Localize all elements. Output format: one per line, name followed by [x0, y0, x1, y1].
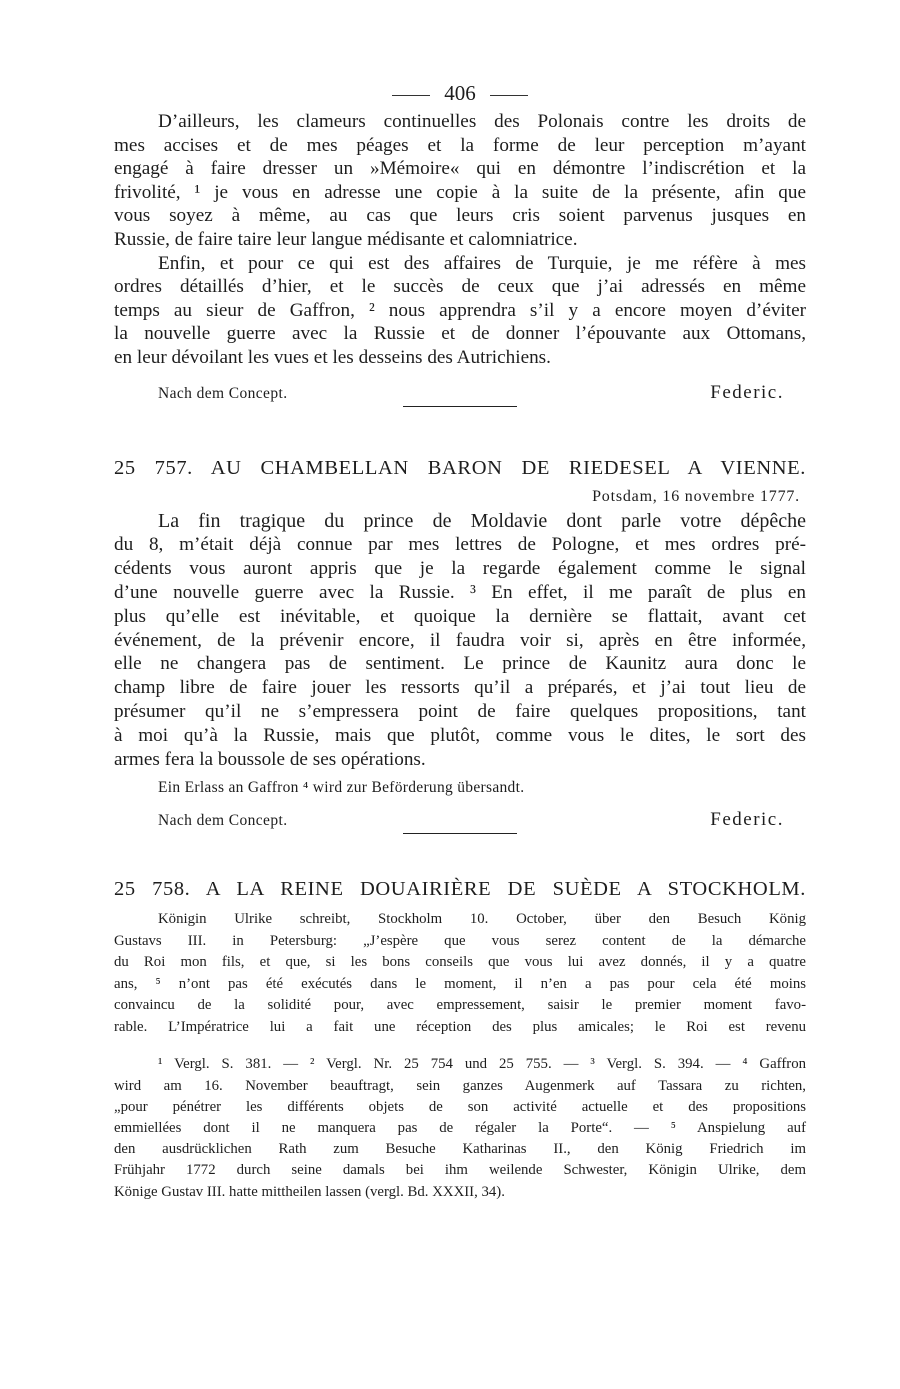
text-line: vous soyez à même, au cas que leurs cris soient parvenus jusques en — [114, 205, 806, 227]
text-line: Gustavs III. in Petersburg: „J’espère que vous serez content de la démarche — [114, 932, 806, 949]
paragraph-2 — [114, 252, 806, 370]
text-line: ans, ⁵ n’ont pas été exécutés dans le moment, il n’en a pas pour cela été moins — [114, 975, 806, 992]
text-line: présumer qu’il ne s’empressera point de faire quelques propositions, tant — [114, 700, 806, 722]
text-line: plus qu’elle est inévitable, et quoique la dernière se flattait, avant cet — [114, 605, 806, 627]
footnote-line: ¹ Vergl. S. 381. — ² Vergl. Nr. 25 754 und 25 755. — ³ Vergl. S. 394. — ⁴ Gaffron — [158, 1056, 806, 1073]
source-note: Nach dem Concept. — [158, 384, 288, 402]
text-line: événement, de la prévenir encore, il faudra voir si, après en être informée, — [114, 629, 806, 651]
footnote-line: „pour pénétrer les différents objets de son activité actuelle et des propositions — [114, 1098, 806, 1115]
header-dash-left — [392, 95, 430, 96]
enclosure-note: Ein Erlass an Gaffron ⁴ wird zur Beförderung übersandt. — [158, 779, 525, 797]
text-line: ordres détaillés d’hier, et le succès de ceux que j’ai adressés en même — [114, 276, 806, 298]
footnotes — [114, 1054, 806, 1202]
signature: Federic. — [710, 809, 784, 831]
text-line: d’une nouvelle guerre avec la Russie. ³ En effet, il me paraît de plus en — [114, 581, 806, 603]
footnote-line: emmiellées dont il ne manquera pas de régaler la Porte“. — ⁵ Anspielung auf — [114, 1119, 806, 1136]
text-line: à moi qu’à la Russie, mais que plutôt, comme vous le dites, le sort des — [114, 724, 806, 746]
text-line: La fin tragique du prince de Moldavie dont parle votre dépêche — [158, 509, 806, 532]
header-dash-right — [490, 95, 528, 96]
book-page — [114, 78, 806, 1203]
letter-body-25757 — [114, 510, 806, 772]
section-rule — [403, 833, 517, 834]
page-number: 406 — [444, 81, 476, 105]
text-line: temps au sieur de Gaffron, ² nous apprendra s’il y a encore moyen d’éviter — [114, 299, 806, 321]
text-line: frivolité, ¹ je vous en adresse une copie à la suite de la présente, afin que — [114, 181, 806, 203]
footnote-line: Frühjahr 1772 durch seine damals bei ihm weilende Schwester, Königin Ulrike, dem — [114, 1162, 806, 1179]
section-rule — [403, 406, 517, 407]
text-line: Russie, de faire taire leur langue médisante et calomniatrice. — [114, 228, 578, 250]
footnote-line: den ausdrücklichen Rath zum Besuche Katharinas II., den König Friedrich im — [114, 1141, 806, 1158]
signature-row-1 — [114, 382, 806, 404]
text-line: Enfin, et pour ce qui est des affaires de Turquie, je me réfère à mes — [158, 252, 806, 274]
footnote-line: wird am 16. November beauftragt, sein ganzes Augenmerk auf Tassara zu richten, — [114, 1077, 806, 1094]
text-line: champ libre de faire jouer les ressorts qu’il a préparés, et j’ai tout lieu de — [114, 677, 806, 699]
dateline: Potsdam, 16 novembre 1777. — [592, 487, 800, 505]
paragraph-1-cont — [114, 134, 806, 252]
text-line: du Roi mon fils, et que, si les bons conseils que vous lui avez donnés, il y a quatre — [114, 954, 806, 971]
letter-title-25757: 25 757. AU CHAMBELLAN BARON DE RIEDESEL A VIENNE. — [114, 456, 806, 479]
text-line: Königin Ulrike schreibt, Stockholm 10. October, über den Besuch König — [158, 911, 806, 928]
signature: Federic. — [710, 381, 784, 403]
letter-body-25758 — [114, 909, 806, 1038]
text-line: du 8, m’était déjà connue par mes lettres de Pologne, et mes ordres pré- — [114, 534, 806, 556]
signature-row-2 — [114, 809, 806, 831]
paragraph-1 — [114, 110, 806, 134]
text-line: rable. L’Impératrice lui a fait une réception des plus amicales; le Roi est revenu — [114, 1018, 806, 1035]
text-line: mes accises et de mes péages et la forme de leur perception m’ayant — [114, 134, 806, 156]
text-line: en leur dévoilant les vues et les desseins des Autrichiens. — [114, 346, 551, 368]
page-header — [114, 78, 806, 108]
text-line: armes fera la boussole de ses opérations. — [114, 748, 426, 770]
text-line: D’ailleurs, les clameurs continuelles des Polonais contre les droits de — [158, 111, 806, 132]
text-line: engagé à faire dresser un »Mémoire« qui en démontre l’indiscrétion et la — [114, 158, 806, 180]
text-line: la nouvelle guerre avec la Russie et de donner l’épouvante aux Ottomans, — [114, 323, 806, 345]
source-note: Nach dem Concept. — [158, 812, 288, 830]
text-line: convaincu de la solidité pour, avec empressement, saisir le premier moment favo- — [114, 997, 806, 1014]
text-line: elle ne changera pas de sentiment. Le prince de Kaunitz aura donc le — [114, 653, 806, 675]
letter-title-25758: 25 758. A LA REINE DOUAIRIÈRE DE SUÈDE A STOCKHOLM. — [114, 878, 806, 901]
footnote-line: Könige Gustav III. hatte mittheilen lassen (vergl. Bd. XXXII, 34). — [114, 1183, 505, 1200]
text-line: cédents vous auront appris que je la regarde également comme le signal — [114, 558, 806, 580]
